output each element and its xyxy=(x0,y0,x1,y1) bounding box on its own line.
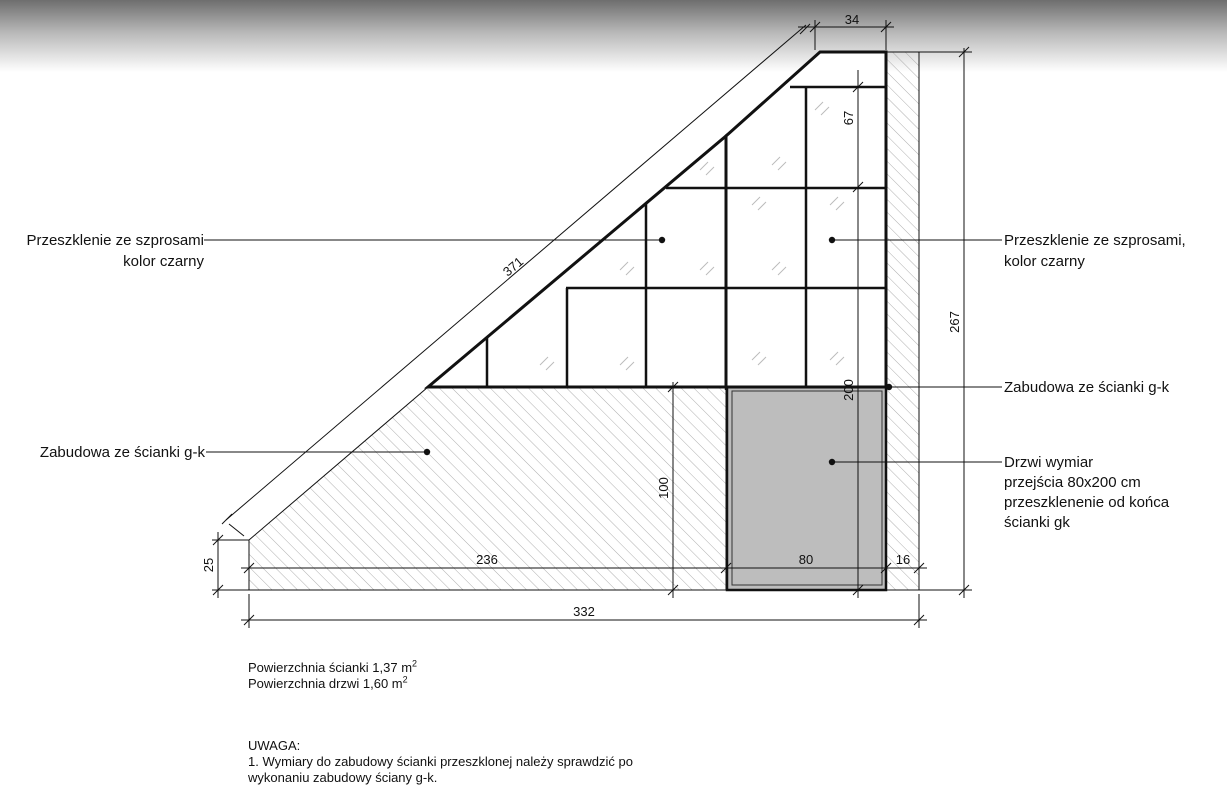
warning-title: UWAGA: xyxy=(248,738,301,753)
dim-diagonal: 371 xyxy=(499,253,527,280)
label-right-glazing-2: kolor czarny xyxy=(1004,253,1085,270)
dim-total-height: 267 xyxy=(947,311,962,333)
label-left-wall: Zabudowa ze ścianki g-k xyxy=(39,444,205,461)
left-glazing xyxy=(428,136,726,387)
warning-line-1: 1. Wymiary do zabudowy ścianki przeszklonej należy sprawdzić po xyxy=(248,754,633,769)
label-door-4: ścianki gk xyxy=(1004,514,1070,531)
dim-right-strip: 16 xyxy=(895,552,911,567)
dim-total-width: 332 xyxy=(573,604,595,619)
wall-area-note: Powierzchnia ścianki 1,37 $m^2$ xyxy=(248,658,418,675)
label-door-1: Drzwi wymiar xyxy=(1004,454,1094,471)
dim-door-height: 200 xyxy=(841,379,856,401)
label-left-glazing-1: Przeszklenie ze szprosami xyxy=(26,232,204,249)
label-right-glazing-1: Przeszklenie ze szprosami, xyxy=(1004,232,1186,249)
label-left-glazing-2: kolor czarny xyxy=(123,253,204,270)
dim-door-width: 80 xyxy=(798,552,814,567)
dim-top-glass-height: 67 xyxy=(841,110,856,126)
top-shadow-band xyxy=(0,0,1227,72)
right-wall-hatch xyxy=(886,52,919,590)
dim-left-height: 25 xyxy=(201,557,216,573)
warning-line-2: wykonaniu zabudowy ściany g-k. xyxy=(248,770,438,785)
label-door-3: przeszklenenie od końca xyxy=(1004,494,1170,511)
dim-base-left: 236 xyxy=(476,552,498,567)
door-area-note: Powierzchnia drzwi 1,60 $m^2$ xyxy=(248,674,408,691)
label-door-2: przejścia 80x200 cm xyxy=(1004,474,1141,491)
dim-top-width: 34 xyxy=(844,12,860,27)
area-notes xyxy=(248,660,417,692)
warning-notes xyxy=(248,738,633,786)
label-right-wall: Zabudowa ze ścianki g-k xyxy=(1004,379,1170,396)
dim-wall-height: 100 xyxy=(656,477,671,499)
